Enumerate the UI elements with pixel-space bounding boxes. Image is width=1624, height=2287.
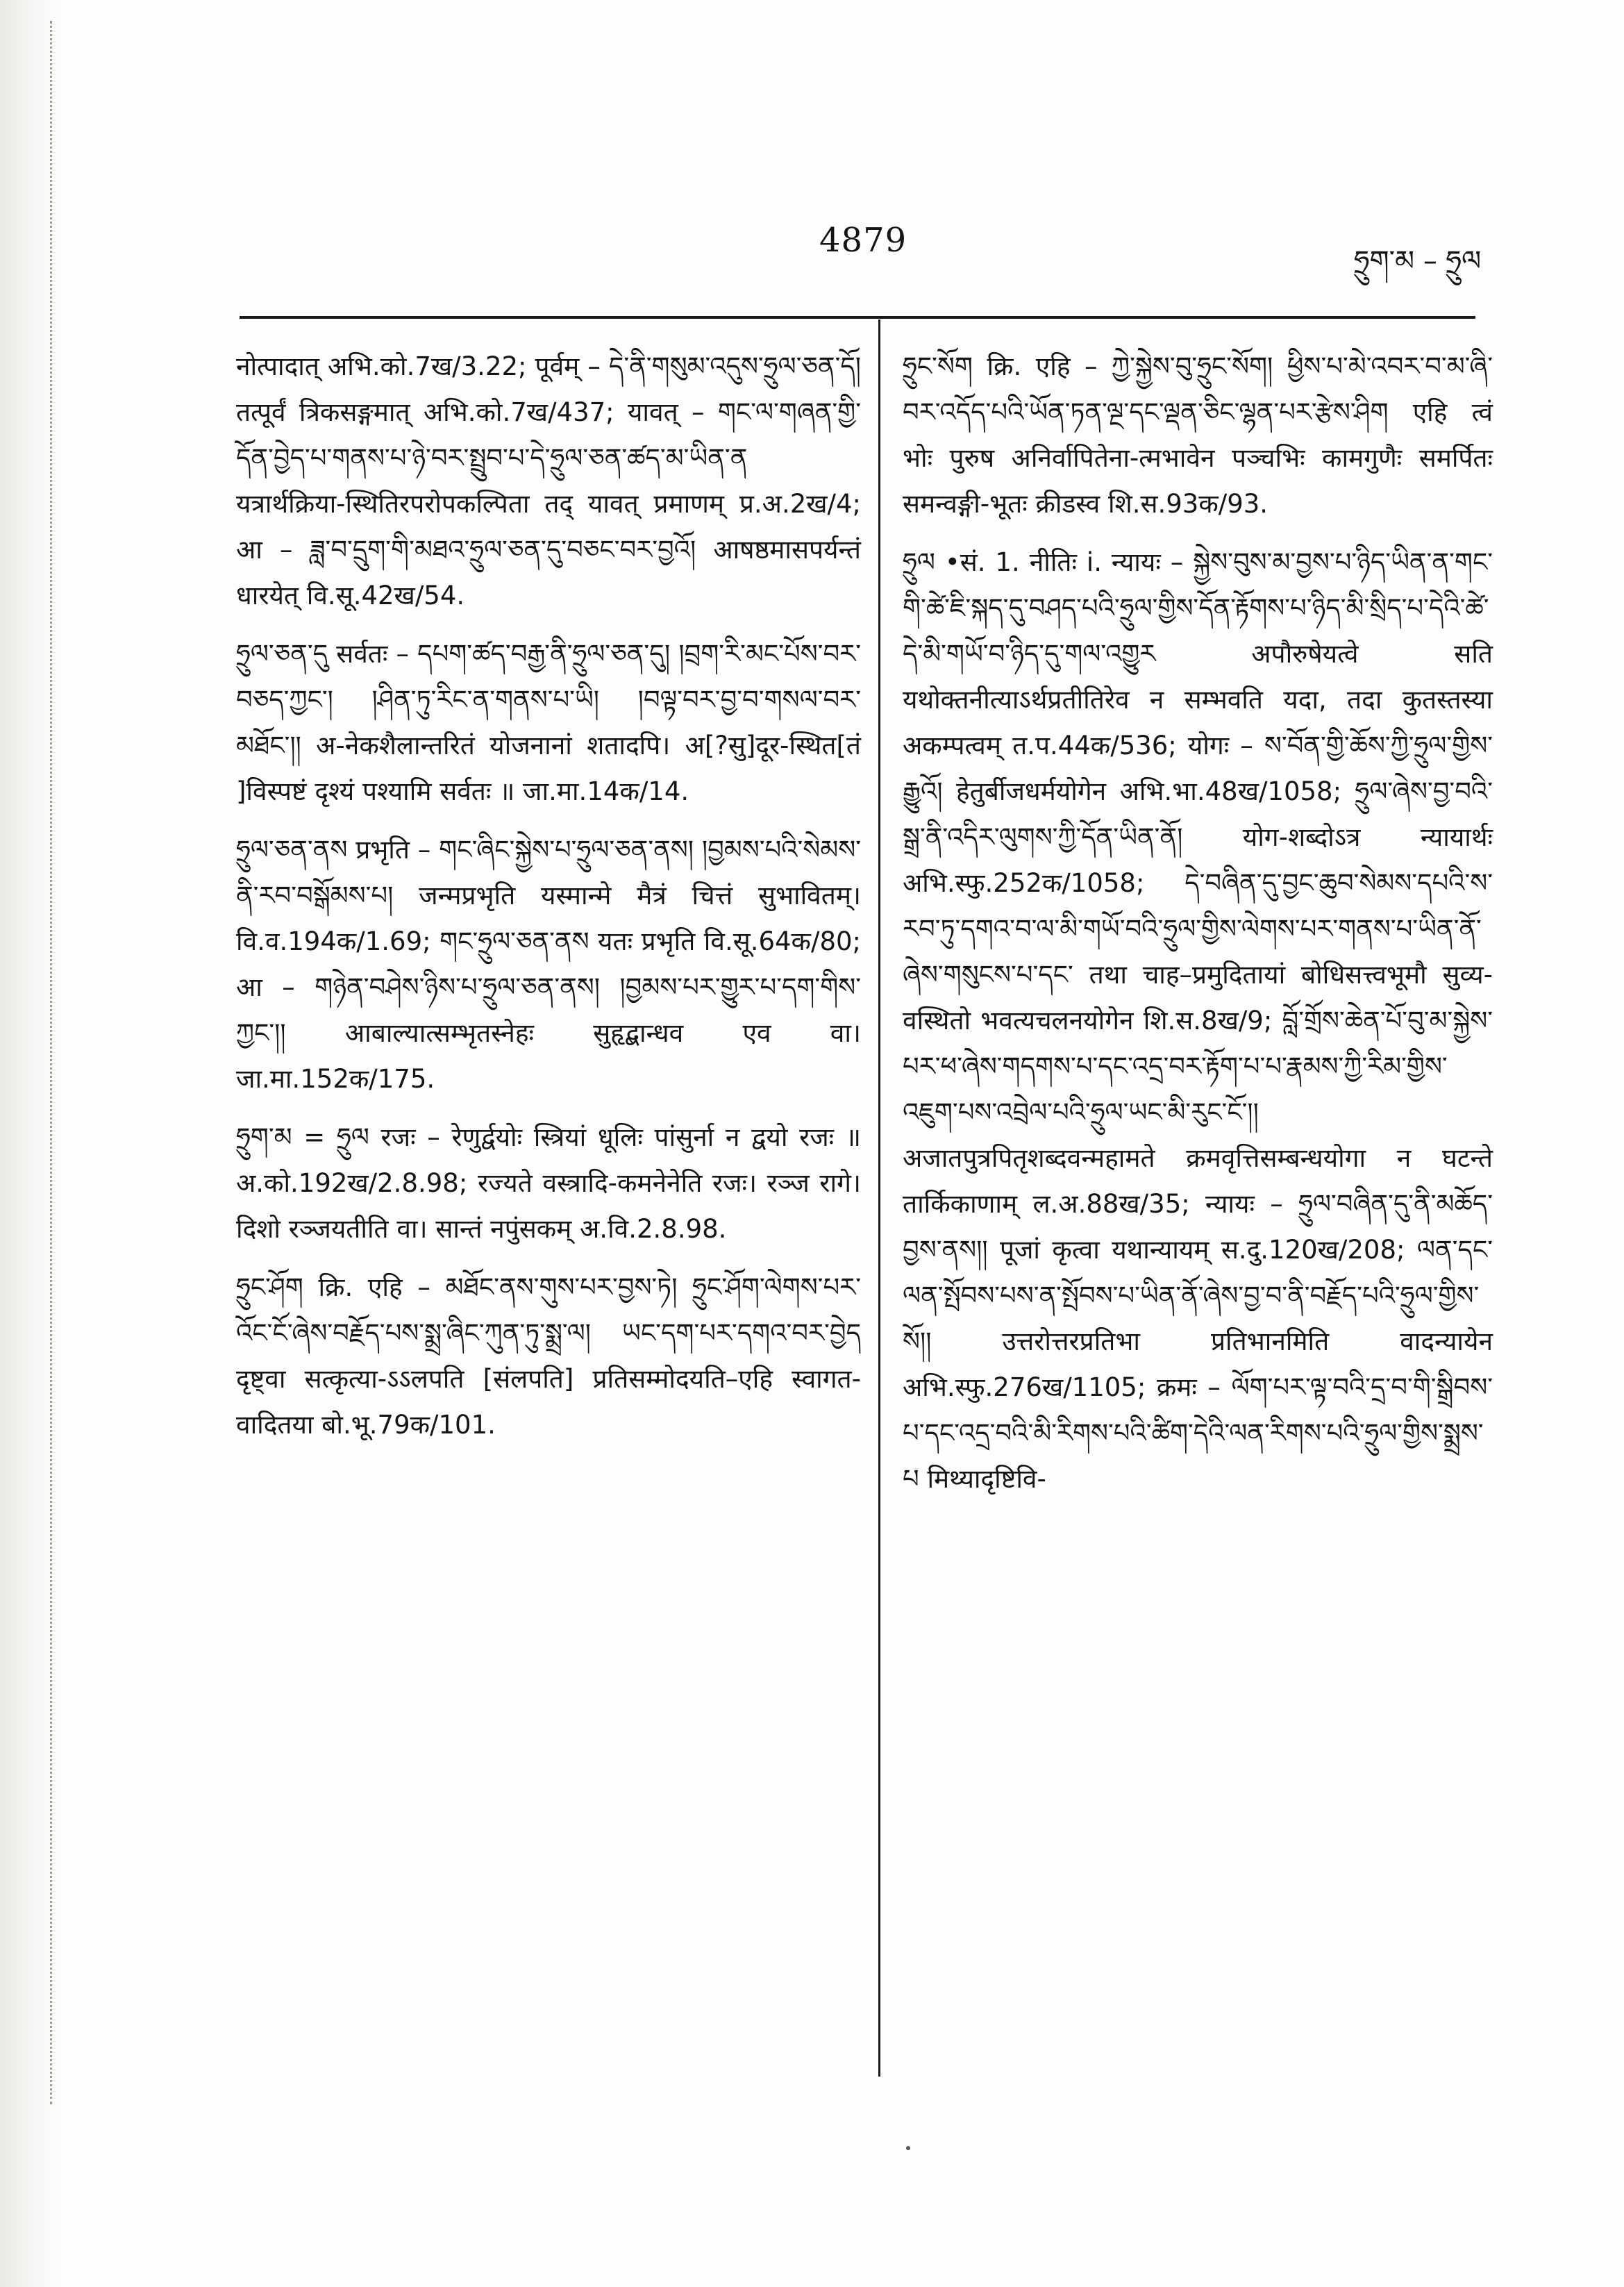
entry-text: ཧྲུལ་ཅན་ནས प्रभृति – གང་ཞིང་སྐྱེས་པ་ཧྲུལ་ཅན་ནས། །བྱམས་པའི་སེམས་ནི་རབ་བསྒོམས་པ། जन्मप्रभृति यस्मान्मे मैत्रं चित्तं सुभावितम्। वि.व.194क/1.69; གང་ཧྲུལ་ཅན་ནས यतः प्रभृति वि.सू.64क/80; आ – གཉེན་བཤེས་ཉིས་པ་ཧྲུལ་ཅན་ནས། །བྱམས་པར་གྱུར་པ་དག་གིས་ཀྱང་།། आबाल्यात्सम्भृतस्नेहः सुहृद्बान्धव एव वा। जा.मा.152क/175. xyxy=(236,835,869,1094)
dictionary-entry xyxy=(236,827,869,1102)
running-head: ཧྲུག་མ – ཧྲུལ xyxy=(1354,245,1482,277)
dictionary-entry xyxy=(236,631,869,815)
entry-text: नोत्पादात् अभि.को.7ख/3.22; पूर्वम् – དེ་ནི་གསུམ་འདུས་ཧྲུལ་ཅན་དོ། तत्पूर्वं त्रिकसङ्गमात् अभि.को.7ख/437; यावत् – གང་ལ་གཞན་གྱི་དོན་བྱེད་པ་གནས་པ་ཉེ་བར་སྤྲུབ་པ་དེ་ཧྲུལ་ཅན་ཚད་མ་ཡིན་ན यत्रार्थक्रिया-स्थितिरपरोपकल्पिता तद् यावत् प्रमाणम् प्र.अ.2ख/4; आ – ཟླ་བ་དྲུག་གི་མཐའ་ཧྲུལ་ཅན་དུ་བཅང་བར་བྱའོ། आषष्ठमासपर्यन्तं धारयेत् वि.सू.42ख/54. xyxy=(236,351,869,610)
page-number: 4879 xyxy=(819,221,907,260)
dictionary-entry xyxy=(236,1265,869,1448)
dictionary-entry xyxy=(903,540,1501,1502)
footer-dot xyxy=(906,2146,910,2150)
dictionary-entry xyxy=(903,344,1501,527)
dictionary-entry xyxy=(236,344,869,619)
entry-text: ཧྲུང་ཤོག क्रि. एहि – མཐོང་ནས་གུས་པར་བྱས་ཏེ། ཧྲུང་ཤོག་ལེགས་པར་འོང་ངོ་ཞེས་བརྗོད་པས་སྨྲ་ཞིང་ཀུན་ཏུ་སྨྲ་ལ། ཡང་དག་པར་དགའ་བར་བྱེད दृष्ट्वा सत्कृत्या-ऽऽलपति [संलपति] प्रतिसम्मोदयति–एहि स्वागत-वादितया बो.भू.79क/101. xyxy=(236,1272,869,1440)
entry-text: ཧྲུག་མ = ཧྲུལ रजः – रेणुर्द्वयोः स्त्रियां धूलिः पांसुर्ना न द्वयो रजः ॥ अ.को.192ख/2.8.98; रज्यते वस्त्रादि-कमनेनेति रजः। रञ्ज रागे। दिशो रञ्जयतीति वा। सान्तं नपुंसकम् अ.वि.2.8.98. xyxy=(236,1122,869,1244)
entry-text: ཧྲུལ་ཅན་དུ सर्वतः – དཔག་ཚད་བརྒྱ་ནི་ཧྲུལ་ཅན་དུ། །བྲག་རི་མང་པོས་བར་བཅད་ཀྱང་། །ཤིན་ཏུ་རིང་ན་གནས་པ་ཡི། །བལྟ་བར་བྱ་བ་གསལ་བར་མཐོང་།། अ-नेकशैलान्तरितं योजनानां शतादपि। अ[?सु]दूर-स्थित[तं ]विस्पष्टं दृश्यं पश्यामि सर्वतः ॥ जा.मा.14क/14. xyxy=(236,639,869,806)
entry-text: ཧྲུང་སོག क्रि. एहि – ཀྱེ་སྐྱེས་བུ་ཧྲུང་སོག། ཕྱིས་པ་མེ་འབར་བ་མ་ཞི་བར་འདོད་པའི་ཡོན་ཏན་ལྔ་དང་ལྡན་ཅིང་ལྷན་པར་རྩེས་ཤིག एहि त्वं भोः पुरुष अनिर्वापितेना-त्मभावेन पञ्चभिः कामगुणैः समर्पितः समन्वङ्गी-भूतः क्रीडस्व शि.स.93क/93. xyxy=(903,351,1501,519)
right-column xyxy=(903,344,1501,1515)
binding-dots xyxy=(50,21,54,2104)
header-rule xyxy=(240,316,1475,319)
entry-text: ཧྲུལ •सं. 1. नीतिः i. न्यायः – སྐྱེས་བུས་མ་བྱས་པ་ཉིད་ཡིན་ན་གང་གི་ཚེ་ཇི་སྐད་དུ་བཤད་པའི་ཧྲུལ་གྱིས་དོན་རྟོགས་པ་ཉིད་མི་སྲིད་པ་དེའི་ཚེ་དེ་མི་གཡོ་བ་ཉིད་དུ་གལ་འགྱུར अपौरुषेयत्वे सति यथोक्तनीत्याऽर्थप्रतीतिरेव न सम्भवति यदा, तदा कुतस्तस्या अकम्पत्वम् त.प.44क/536; योगः – ས་བོན་གྱི་ཆོས་ཀྱི་ཧྲུལ་གྱིས་རྒྱུའོ། हेतुर्बीजधर्मयोगेन अभि.भा.48ख/1058; ཧྲུལ་ཞེས་བྱ་བའི་སྒྲ་ནི་འདིར་ལུགས་ཀྱི་དོན་ཡིན་ནོ། योग-शब्दोऽत्र न्यायार्थः अभि.स्फु.252क/1058; དེ་བཞིན་དུ་བྱང་ཆུབ་སེམས་དཔའི་ས་རབ་ཏུ་དགའ་བ་ལ་མི་གཡོ་བའི་ཧྲུལ་གྱིས་ལེགས་པར་གནས་པ་ཡིན་ནོ་ཞེས་གསུངས་པ་དང་ तथा चाह–प्रमुदितायां बोधिसत्त्वभूमौ सुव्य-वस्थितो भवत्यचलनयोगेन शि.स.8ख/9; བློ་གྲོས་ཆེན་པོ་བུ་མ་སྐྱེས་པར་ཕ་ཞེས་གདགས་པ་དང་འདྲ་བར་རྟོག་པ་པ་རྣམས་ཀྱི་རིམ་གྱིས་འཇུག་པས་འབྲེལ་པའི་ཧྲུལ་ཡང་མི་རུང་ངོ་།། अजातपुत्रपितृशब्दवन्महामते क्रमवृत्तिसम्बन्धयोगा न घटन्ते तार्किकाणाम् ल.अ.88ख/35; न्यायः – ཧྲུལ་བཞིན་དུ་ནི་མཆོད་བྱས་ནས།། पूजां कृत्वा यथान्यायम् स.दु.120ख/208; ལན་དང་ལན་སྤོབས་པས་ན་སྤོབས་པ་ཡིན་ནོ་ཞེས་བྱ་བ་ནི་བརྗོད་པའི་ཧྲུལ་གྱིས་སོ།། उत्तरोत्तरप्रतिभा प्रतिभानमिति वादन्यायेन अभि.स्फु.276ख/1105; क्रमः – ལོག་པར་ལྟ་བའི་དྲ་བ་གི་སྒྲིབས་པ་དང་འདྲ་བའི་མི་རིགས་པའི་ཚིག་དེའི་ལན་རིགས་པའི་ཧྲུལ་གྱིས་སྨྲས་པ मिथ्यादृष्टिवि- xyxy=(903,547,1501,1494)
dictionary-entry xyxy=(236,1115,869,1252)
left-column xyxy=(236,344,869,1461)
column-divider xyxy=(878,319,880,2077)
